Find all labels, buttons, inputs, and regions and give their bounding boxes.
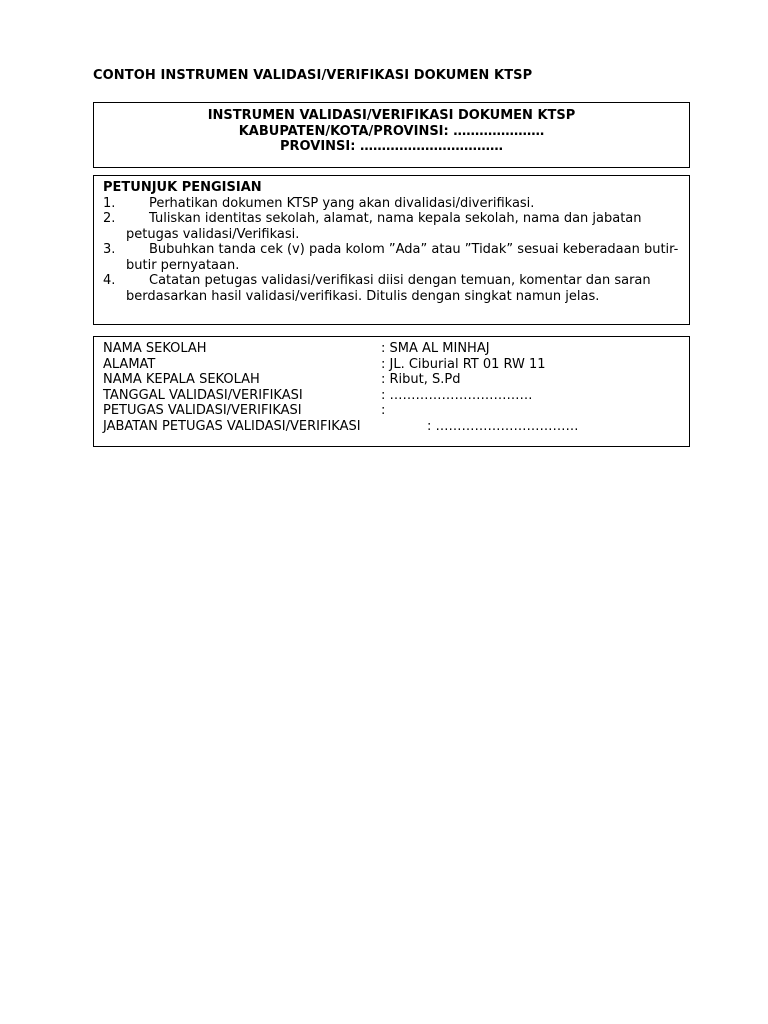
identity-row-address bbox=[103, 357, 681, 373]
identity-label: TANGGAL VALIDASI/VERIFIKASI bbox=[103, 387, 303, 403]
identity-label: ALAMAT bbox=[103, 356, 156, 372]
identity-label: PETUGAS VALIDASI/VERIFIKASI bbox=[103, 403, 302, 419]
instruction-number: 3. bbox=[103, 242, 116, 257]
header-title: INSTRUMEN VALIDASI/VERIFIKASI DOKUMEN KTSP bbox=[207, 108, 576, 123]
header-box bbox=[93, 102, 690, 168]
instruction-item bbox=[103, 196, 681, 212]
document-title: CONTOH INSTRUMEN VALIDASI/VERIFIKASI DOKUMEN KTSP bbox=[93, 68, 533, 83]
identity-row-officer-position bbox=[103, 419, 681, 435]
instruction-text: Perhatikan dokumen KTSP yang akan divalidasi/diverifikasi. bbox=[149, 195, 535, 211]
identity-value: : …………………………… bbox=[427, 418, 579, 434]
instructions-heading: PETUNJUK PENGISIAN bbox=[103, 180, 262, 195]
instruction-number: 1. bbox=[103, 195, 116, 211]
instruction-number: 2. bbox=[103, 211, 116, 226]
identity-label: NAMA SEKOLAH bbox=[103, 341, 207, 356]
instruction-text: Catatan petugas validasi/verifikasi diisi dengan temuan, komentar dan saran berdasarkan hasil validasi/verifikasi. Ditulis dengan singkat namun jelas. bbox=[126, 273, 651, 304]
instruction-text: Bubuhkan tanda cek (v) pada kolom ”Ada” atau ”Tidak” sesuai keberadaan butir-butir pernyataan. bbox=[126, 242, 679, 273]
identity-value: : bbox=[381, 403, 386, 419]
identity-row-principal bbox=[103, 372, 681, 388]
header-kabupaten-line: KABUPATEN/KOTA/PROVINSI: ………………… bbox=[238, 123, 545, 139]
instruction-number: 4. bbox=[103, 273, 116, 288]
identity-row-school-name bbox=[103, 341, 681, 357]
identity-value: : …………………………… bbox=[381, 387, 533, 403]
instruction-text: Tuliskan identitas sekolah, alamat, nama kepala sekolah, nama dan jabatan petugas validasi/Verifikasi. bbox=[126, 211, 642, 242]
identity-label: JABATAN PETUGAS VALIDASI/VERIFIKASI bbox=[103, 418, 361, 434]
identity-value: : SMA AL MINHAJ bbox=[381, 341, 490, 356]
instructions-box bbox=[93, 175, 690, 325]
identity-row-validation-date bbox=[103, 388, 681, 404]
identity-label: NAMA KEPALA SEKOLAH bbox=[103, 372, 260, 388]
instruction-item bbox=[103, 273, 681, 304]
identity-value: : JL. Ciburial RT 01 RW 11 bbox=[381, 356, 546, 372]
instruction-item bbox=[103, 242, 681, 273]
identity-value: : Ribut, S.Pd bbox=[381, 372, 461, 388]
instruction-item bbox=[103, 211, 681, 242]
school-identity-box bbox=[93, 336, 690, 447]
header-provinsi-line: PROVINSI: …………………………… bbox=[280, 139, 503, 154]
identity-row-officer bbox=[103, 403, 681, 419]
